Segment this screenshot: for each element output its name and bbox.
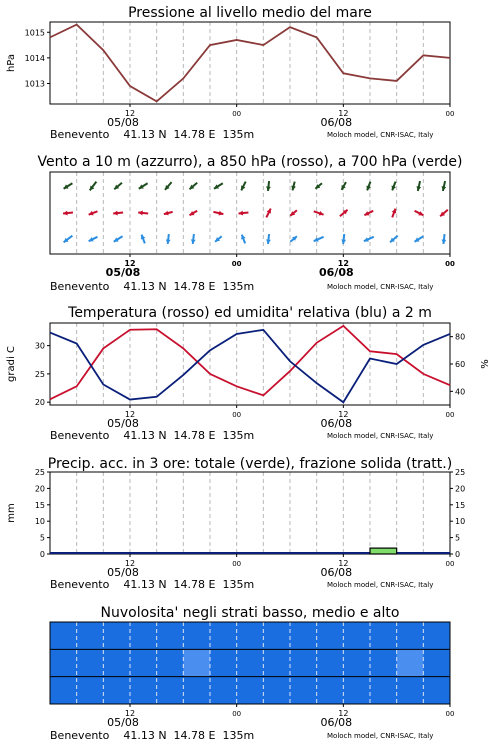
y-tick-label: 10 — [34, 517, 45, 527]
x-tick-label: 12 — [124, 109, 136, 118]
station-info: Benevento 41.13 N 14.78 E 135m — [50, 578, 255, 591]
x-date-label: 05/08 — [107, 116, 139, 129]
x-tick-label: 12 — [124, 410, 136, 419]
station-info: Benevento 41.13 N 14.78 E 135m — [50, 128, 255, 141]
y-tick-label-right: 5 — [455, 533, 461, 543]
y-tick-label-right: 25 — [455, 468, 466, 477]
x-date-label: 06/08 — [320, 417, 353, 430]
x-date-label: 06/08 — [319, 266, 354, 279]
x-tick-label: 00 — [445, 411, 455, 419]
plot-frame — [50, 323, 450, 405]
wind-arrow — [90, 182, 97, 191]
wind-arrow — [215, 236, 222, 242]
x-tick-label: 00 — [231, 260, 242, 268]
y-tick-label: 25 — [34, 369, 45, 379]
wind-arrow — [392, 182, 396, 191]
wind-arrow — [364, 237, 374, 242]
wind-arrow — [290, 236, 297, 242]
wind-arrow — [63, 211, 73, 216]
y-axis-label: mm — [6, 503, 17, 523]
station-info: Benevento 41.13 N 14.78 E 135m — [50, 429, 255, 442]
wind-arrow — [290, 210, 297, 216]
precip-chart-title: Precip. acc. in 3 ore: totale (verde), frazione solida (tratt.) — [47, 456, 453, 472]
y-tick-label-right: 0 — [455, 550, 461, 559]
cloud-band — [50, 622, 450, 704]
wind-arrow — [239, 211, 249, 216]
wind-arrow — [415, 211, 424, 216]
model-credit: Moloch model, CNR-ISAC, Italy — [327, 732, 434, 740]
x-date-label: 05/08 — [105, 266, 141, 279]
x-date-label: 05/08 — [107, 716, 139, 729]
wind-arrow — [89, 211, 98, 215]
wind-arrow — [392, 209, 396, 218]
y-axis-label-right: % — [480, 359, 491, 369]
y-tick-label-right: 40 — [455, 387, 466, 397]
cloud-cell-light — [397, 649, 424, 676]
x-date-label: 05/08 — [107, 417, 139, 430]
x-date-label: 06/08 — [320, 566, 353, 579]
wind-arrow — [213, 211, 223, 216]
x-tick-label: 12 — [338, 559, 349, 568]
y-tick-label-right: 15 — [455, 500, 466, 510]
y-axis-label: gradi C — [6, 346, 17, 382]
model-credit: Moloch model, CNR-ISAC, Italy — [327, 283, 434, 291]
precip-bar — [370, 548, 397, 554]
model-credit: Moloch model, CNR-ISAC, Italy — [327, 581, 434, 589]
cloud-cell-light — [183, 649, 210, 676]
wind-arrow — [139, 183, 148, 189]
wind-arrow — [64, 183, 73, 189]
pressure-chart-title: Pressione al livello medio del mare — [128, 5, 372, 21]
x-tick-label: 00 — [445, 260, 455, 268]
x-tick-label: 00 — [232, 560, 242, 568]
wind-arrow — [138, 211, 148, 216]
y-tick-label-right: 20 — [455, 484, 466, 494]
wind-arrow — [165, 182, 172, 190]
wind-arrow — [214, 183, 223, 189]
temperature-chart-title: Temperatura (rosso) ed umidita' relativa (blu) a 2 m — [68, 305, 432, 321]
wind-arrow — [141, 235, 145, 244]
wind-arrow — [314, 211, 324, 216]
x-tick-label: 00 — [445, 560, 455, 568]
y-tick-label: 1015 — [24, 28, 45, 38]
wind-arrow — [189, 211, 197, 215]
wind-arrow — [189, 183, 197, 190]
wind-arrow — [442, 234, 447, 244]
station-info: Benevento 41.13 N 14.78 E 135m — [50, 729, 255, 742]
x-date-label: 06/08 — [320, 116, 353, 129]
wind-arrow — [266, 234, 271, 244]
pressure-line — [50, 25, 450, 102]
wind-arrow — [266, 209, 271, 218]
x-tick-label: 00 — [232, 710, 242, 718]
y-tick-label: 0 — [39, 550, 45, 559]
x-tick-label: 00 — [232, 411, 242, 419]
wind-arrow — [114, 183, 122, 190]
y-tick-label: 20 — [34, 484, 45, 494]
x-tick-label: 12 — [124, 259, 136, 268]
wind-arrow — [416, 181, 421, 191]
x-tick-label: 12 — [338, 109, 349, 118]
wind-arrow — [64, 236, 73, 243]
y-tick-label: 25 — [34, 468, 45, 477]
wind-arrow — [415, 236, 424, 242]
y-tick-label: 15 — [34, 500, 45, 510]
wind-arrow — [266, 181, 271, 191]
x-tick-label: 12 — [337, 259, 349, 268]
y-tick-label-right: 60 — [455, 360, 466, 369]
y-axis-label: hPa — [6, 53, 17, 73]
clouds-chart-title: Nuvolosita' negli strati basso, medio e alto — [100, 605, 400, 621]
x-date-label: 06/08 — [320, 716, 353, 729]
wind-arrow — [113, 211, 123, 216]
x-tick-label: 12 — [338, 410, 349, 419]
x-tick-label: 00 — [445, 710, 455, 718]
wind-arrow — [114, 236, 123, 242]
y-tick-label: 20 — [34, 398, 45, 408]
plot-frame — [50, 472, 450, 554]
wind-arrow — [364, 211, 373, 216]
x-date-label: 05/08 — [107, 566, 139, 579]
wind-arrow — [191, 234, 196, 244]
wind-arrow — [314, 237, 324, 242]
wind-chart-title: Vento a 10 m (azzurro), a 850 hPa (rosso), a 700 hPa (verde) — [37, 154, 463, 170]
wind-arrow — [241, 182, 246, 191]
station-info: Benevento 41.13 N 14.78 E 135m — [50, 280, 255, 293]
model-credit: Moloch model, CNR-ISAC, Italy — [327, 131, 434, 139]
wind-arrow — [164, 211, 173, 216]
wind-arrow — [166, 234, 171, 244]
wind-arrow — [442, 181, 447, 191]
x-tick-label: 12 — [124, 559, 136, 568]
model-credit: Moloch model, CNR-ISAC, Italy — [327, 432, 434, 440]
x-tick-label: 12 — [338, 709, 349, 718]
y-tick-label: 1014 — [24, 53, 45, 63]
x-tick-label: 12 — [124, 709, 136, 718]
wind-arrow — [89, 237, 98, 242]
y-tick-label: 30 — [34, 341, 45, 351]
wind-arrow — [291, 182, 296, 191]
wind-arrow — [341, 234, 346, 244]
y-tick-label-right: 10 — [455, 517, 466, 527]
y-tick-label: 1013 — [24, 79, 45, 89]
wind-arrow — [241, 235, 245, 244]
x-tick-label: 00 — [445, 110, 455, 118]
y-tick-label: 5 — [39, 533, 45, 543]
y-tick-label-right: 80 — [455, 332, 466, 342]
plot-frame — [50, 22, 450, 104]
x-tick-label: 00 — [232, 110, 242, 118]
wind-arrow — [440, 210, 448, 217]
